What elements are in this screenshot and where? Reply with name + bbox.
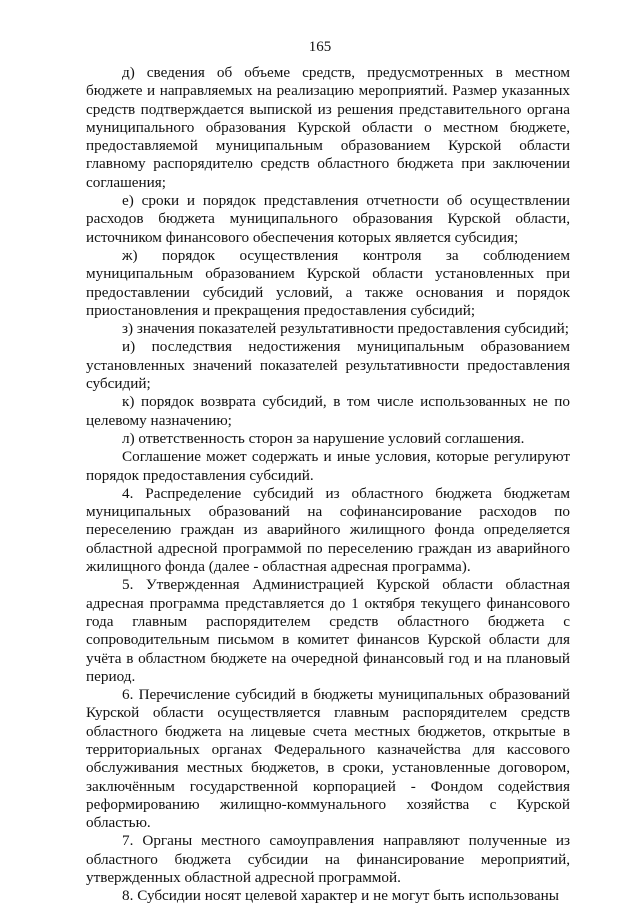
page-number: 165 bbox=[308, 39, 332, 55]
paragraph-l: л) ответственность сторон за нарушение условий соглашения. bbox=[122, 429, 525, 447]
paragraph-item-8: 8. Субсидии носят целевой характер и не могут быть использованы bbox=[122, 887, 559, 905]
document-body bbox=[86, 64, 570, 906]
paragraph-item-4: 4. Распределение субсидий из областного бюджета бюджетам муниципальных образований на софинансирование расходов по переселению граждан из аварийного жилищного фонда определяется областной адресной программой по переселению граждан из аварийного жилищного фонда (далее - областная адресная программа). bbox=[86, 484, 570, 576]
paragraph-agreement-conditions: Соглашение может содержать и иные условия, которые регулируют порядок предоставления субсидий. bbox=[86, 448, 570, 484]
paragraph-z: з) значения показателей результативности предоставления субсидий; bbox=[122, 320, 569, 338]
paragraph-item-7: 7. Органы местного самоуправления направляют полученные из областного бюджета субсидии на финансирование мероприятий, утвержденных областной адресной программой. bbox=[86, 832, 570, 887]
paragraph-i: и) последствия недостижения муниципальным образованием установленных значений показателей результативности предоставления субсидий; bbox=[86, 338, 570, 393]
paragraph-e: е) сроки и порядок представления отчетности об осуществлении расходов бюджета муниципального образования Курской области, источником финансового обеспечения которых является субсидия; bbox=[86, 192, 570, 246]
paragraph-item-5: 5. Утвержденная Администрацией Курской области областная адресная программа представляется до 1 октября текущего финансового года главным распорядителем средств областного бюджета с сопроводительным письмом в комитет финансов Курской области для учёта в областном бюджете на очередной финансовый год и на плановый период. bbox=[86, 576, 570, 685]
paragraph-k: к) порядок возврата субсидий, в том числе использованных не по целевому назначению; bbox=[86, 393, 570, 429]
paragraph-d: д) сведения об объеме средств, предусмотренных в местном бюджете и направляемых на реализацию мероприятий. Размер указанных средств подтверждается выпиской из решения представительного органа муниципального образования Курской области о местном бюджете, предоставляемой муниципальным образованием Курской области главному распорядителю средств областного бюджета при заключении соглашения; bbox=[86, 64, 570, 191]
paragraph-zh: ж) порядок осуществления контроля за соблюдением муниципальным образованием Курской области установленных при предоставлении субсидий условий, а также основания и порядок приостановления и прекращения предоставления субсидий; bbox=[86, 246, 570, 319]
paragraph-item-6: 6. Перечисление субсидий в бюджеты муниципальных образований Курской области осуществляется главным распорядителем средств областного бюджета на лицевые счета местных бюджетов, открытые в территориальных органах Федерального казначейства для кассового обслуживания местных бюджетов, в сроки, установленные договором, заключённым государственной корпорацией - Фондом содействия реформированию жилищно-коммунального хозяйства с Курской областью. bbox=[86, 686, 570, 832]
